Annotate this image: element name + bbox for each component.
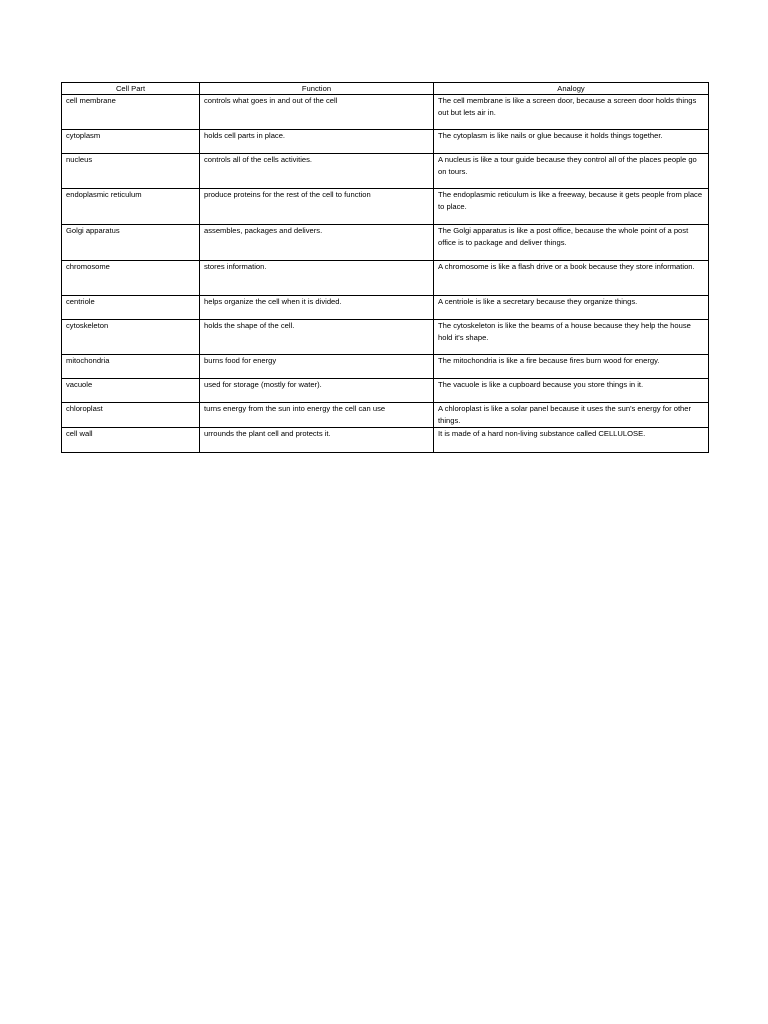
table-row — [62, 296, 709, 320]
table-row — [62, 154, 709, 189]
cell-function: helps organize the cell when it is divided. — [200, 296, 434, 320]
cell-part: chromosome — [62, 261, 200, 296]
cell-parts-table — [61, 82, 709, 453]
header-function: Function — [200, 83, 434, 95]
cell-function: burns food for energy — [200, 355, 434, 379]
cell-part: cytoplasm — [62, 130, 200, 154]
cell-part: vacuole — [62, 379, 200, 403]
cell-part: cytoskeleton — [62, 320, 200, 355]
table-row — [62, 379, 709, 403]
cell-analogy: A chromosome is like a flash drive or a book because they store information. — [434, 261, 709, 296]
header-analogy: Analogy — [434, 83, 709, 95]
cell-function: produce proteins for the rest of the cell to function — [200, 189, 434, 225]
table-row — [62, 403, 709, 428]
table-row — [62, 428, 709, 453]
table-row — [62, 261, 709, 296]
cell-function: stores information. — [200, 261, 434, 296]
table-row — [62, 320, 709, 355]
cell-analogy: It is made of a hard non-living substance called CELLULOSE. — [434, 428, 709, 453]
cell-function: urrounds the plant cell and protects it. — [200, 428, 434, 453]
cell-part: Golgi apparatus — [62, 225, 200, 261]
table-row — [62, 189, 709, 225]
cell-function: controls what goes in and out of the cell — [200, 95, 434, 130]
cell-function: controls all of the cells activities. — [200, 154, 434, 189]
cell-analogy: The cytoskeleton is like the beams of a house because they help the house hold it's shape. — [434, 320, 709, 355]
table-header-row — [62, 83, 709, 95]
cell-function: used for storage (mostly for water). — [200, 379, 434, 403]
cell-analogy: The cell membrane is like a screen door, because a screen door holds things out but lets air in. — [434, 95, 709, 130]
table-row — [62, 225, 709, 261]
cell-part: endoplasmic reticulum — [62, 189, 200, 225]
cell-function: assembles, packages and delivers. — [200, 225, 434, 261]
cell-analogy: A nucleus is like a tour guide because they control all of the places people go on tours. — [434, 154, 709, 189]
cell-part: chloroplast — [62, 403, 200, 428]
cell-function: turns energy from the sun into energy the cell can use — [200, 403, 434, 428]
cell-analogy: A centriole is like a secretary because they organize things. — [434, 296, 709, 320]
table-row — [62, 130, 709, 154]
cell-analogy: The cytoplasm is like nails or glue because it holds things together. — [434, 130, 709, 154]
cell-part: mitochondria — [62, 355, 200, 379]
header-cell-part: Cell Part — [62, 83, 200, 95]
cell-part: cell wall — [62, 428, 200, 453]
table-row — [62, 95, 709, 130]
cell-function: holds the shape of the cell. — [200, 320, 434, 355]
cell-part: centriole — [62, 296, 200, 320]
cell-function: holds cell parts in place. — [200, 130, 434, 154]
cell-analogy: The vacuole is like a cupboard because you store things in it. — [434, 379, 709, 403]
cell-part: nucleus — [62, 154, 200, 189]
cell-analogy: The endoplasmic reticulum is like a freeway, because it gets people from place to place. — [434, 189, 709, 225]
cell-part: cell membrane — [62, 95, 200, 130]
cell-analogy: The Golgi apparatus is like a post office, because the whole point of a post office is to package and deliver things. — [434, 225, 709, 261]
table-row — [62, 355, 709, 379]
cell-analogy: A chloroplast is like a solar panel because it uses the sun's energy for other things. — [434, 403, 709, 428]
cell-analogy: The mitochondria is like a fire because fires burn wood for energy. — [434, 355, 709, 379]
